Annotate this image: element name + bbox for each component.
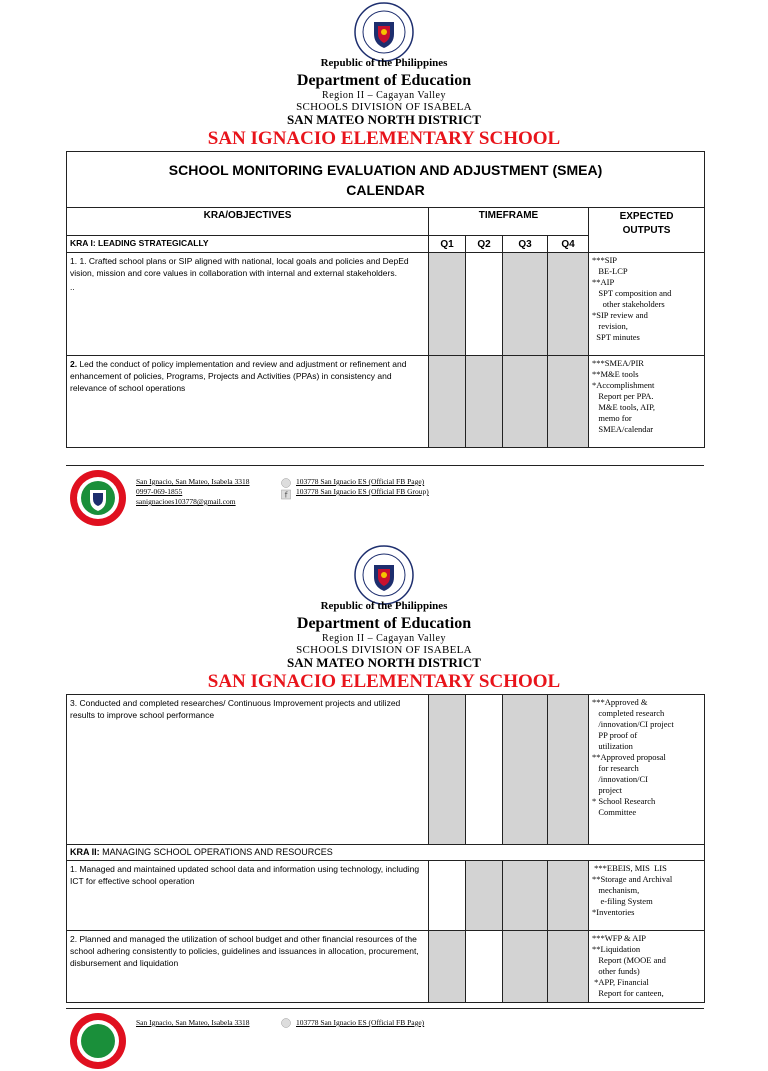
footer-divider	[66, 1008, 704, 1009]
footer-address: San Ignacio, San Mateo, Isabela 3318	[136, 1018, 250, 1027]
outputs-cell: ***Approved & completed research /innovation/CI project PP proof of utilization **Approved proposal for research /innovation/CI project * School Research Committee	[589, 695, 705, 845]
quarter-header: Q1	[429, 236, 466, 253]
footer-phone: 0997-069-1855	[136, 487, 183, 496]
outputs-cell: ***SIP BE-LCP **AIP SPT composition and other stakeholders *SIP review and revision, SPT minutes	[589, 253, 705, 356]
quarter-header: Q3	[503, 236, 548, 253]
timeframe-header: TIMEFRAME	[429, 208, 589, 236]
q1-cell	[429, 695, 466, 845]
republic-line: Republic of the Philippines	[320, 57, 448, 69]
q4-cell	[548, 695, 589, 845]
footer-contact-partial	[136, 1018, 250, 1028]
table-row	[67, 931, 705, 1003]
objective-cell: 1. Managed and maintained updated school data and information using technology, including ICT for effective school operation	[67, 861, 429, 931]
objective-cell: 2. Led the conduct of policy implementation and review and adjustment or refinement and enhancement of policies, Programs, Projects and Activities (PPAs) in consistency and relevance of school operations	[67, 356, 429, 448]
table-row	[67, 861, 705, 931]
school-name: SAN IGNACIO ELEMENTARY SCHOOL	[207, 128, 561, 149]
kra-objectives-header: KRA/OBJECTIVES	[67, 208, 429, 236]
footer-email[interactable]: sanignacioes103778@gmail.com	[136, 497, 236, 506]
outputs-cell: ***EBEIS, MIS LIS **Storage and Archival mechanism, e-filing System *Inventories	[589, 861, 705, 931]
objective-cell: 2. Planned and managed the utilization of school budget and other financial resources of the school adhering consistently to policies, guidelines and issuances in allocation, procurement, disbursement and liquidation	[67, 931, 429, 1003]
q1-cell	[429, 931, 466, 1003]
q3-cell	[503, 695, 548, 845]
outputs-cell: ***SMEA/PIR **M&E tools *Accomplishment Report per PPA. M&E tools, AIP, memo for SMEA/calendar	[589, 356, 705, 448]
table-title: SCHOOL MONITORING EVALUATION AND ADJUSTMENT (SMEA) CALENDAR	[67, 152, 705, 208]
q2-cell	[466, 931, 503, 1003]
fb-group-link[interactable]: 103778 San Ignacio ES (Official FB Group)	[296, 487, 429, 496]
kra2-heading: KRA II: MANAGING SCHOOL OPERATIONS AND RESOURCES	[67, 845, 705, 861]
footer-social-partial	[296, 1018, 424, 1028]
q4-cell	[548, 861, 589, 931]
district-line: SAN MATEO NORTH DISTRICT	[287, 112, 481, 127]
deped-seal-icon	[354, 545, 414, 605]
facebook-icon	[280, 1018, 292, 1028]
school-name: SAN IGNACIO ELEMENTARY SCHOOL	[207, 671, 561, 692]
outputs-cell: ***WFP & AIP **Liquidation Report (MOOE and other funds) *APP, Financial Report for canteen,	[589, 931, 705, 1003]
region-line: Region II – Cagayan Valley	[322, 90, 446, 101]
q2-cell	[466, 861, 503, 931]
department-line: Department of Education	[296, 615, 472, 632]
fb-page-link[interactable]: 103778 San Ignacio ES (Official FB Page)	[296, 477, 425, 486]
q1-cell	[429, 861, 466, 931]
expected-outputs-header: EXPECTED OUTPUTS	[589, 208, 705, 253]
fb-page-link[interactable]: 103778 San Ignacio ES (Official FB Page)	[296, 1018, 425, 1027]
division-line: SCHOOLS DIVISION OF ISABELA	[296, 101, 472, 113]
department-line: Department of Education	[296, 72, 472, 89]
division-line: SCHOOLS DIVISION OF ISABELA	[296, 644, 472, 656]
smea-calendar-table-continued	[66, 694, 705, 1003]
region-line: Region II – Cagayan Valley	[322, 633, 446, 644]
table-row	[67, 695, 705, 845]
svg-text:f: f	[284, 490, 288, 500]
republic-line: Republic of the Philippines	[320, 600, 448, 612]
q2-cell	[466, 695, 503, 845]
q3-cell	[503, 931, 548, 1003]
quarter-header: Q2	[466, 236, 503, 253]
q3-cell	[503, 861, 548, 931]
objective-cell: 3. Conducted and completed researches/ Continuous Improvement projects and utilized results to improve school performance	[67, 695, 429, 845]
q4-cell	[548, 931, 589, 1003]
kra1-heading: KRA I: LEADING STRATEGICALLY	[67, 236, 429, 253]
quarter-header: Q4	[548, 236, 589, 253]
school-logo-icon	[68, 1011, 128, 1071]
district-line: SAN MATEO NORTH DISTRICT	[287, 655, 481, 670]
objective-cell: 1. 1. Crafted school plans or SIP aligned with national, local goals and policies and DepEd vision, mission and core values in collaboration with internal and external stakeholders. ..	[67, 253, 429, 356]
footer-address: San Ignacio, San Mateo, Isabela 3318	[136, 477, 250, 486]
